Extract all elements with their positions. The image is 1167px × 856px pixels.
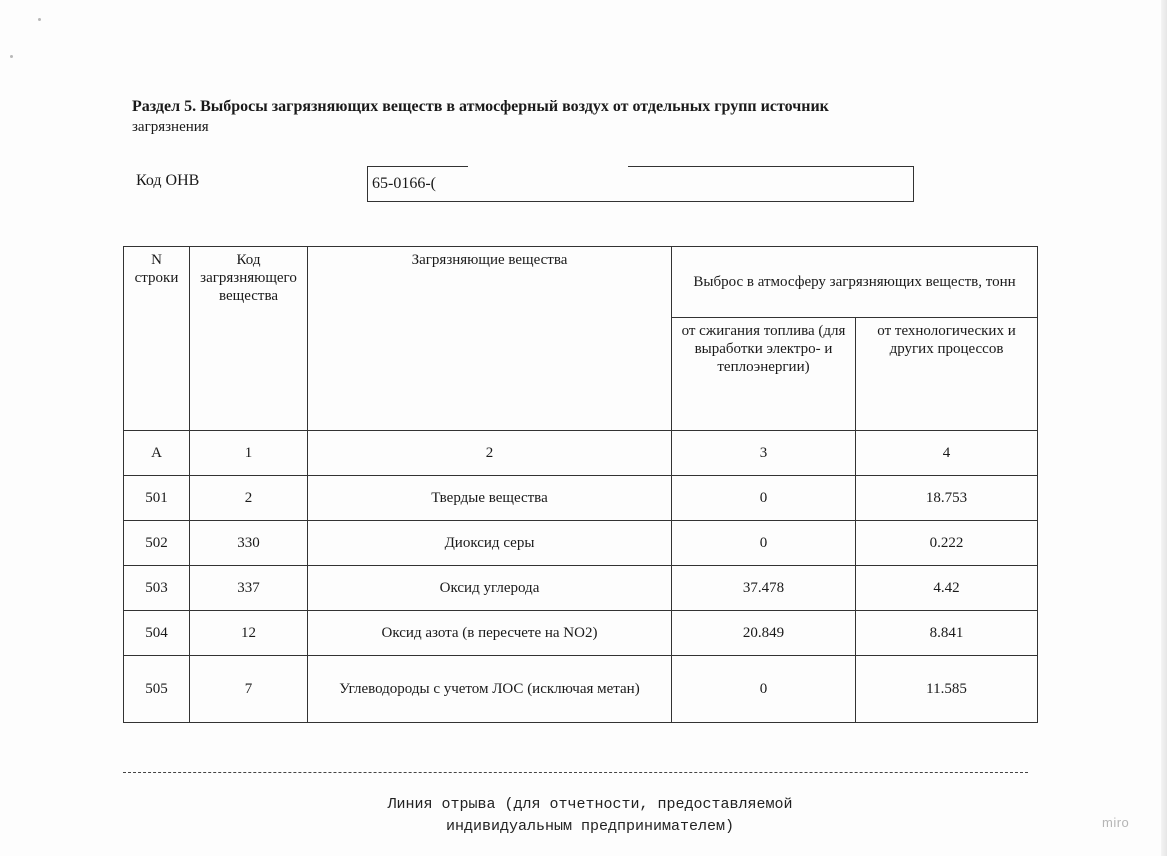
row-number: 502: [124, 521, 190, 566]
tech-emission: 4.42: [856, 566, 1038, 611]
table-row: [124, 521, 1038, 566]
column-number-row: [124, 431, 1038, 476]
scan-speck: [10, 55, 13, 58]
miro-watermark: miro: [1102, 815, 1130, 830]
substance-name: Углеводороды с учетом ЛОС (исключая метан): [308, 656, 672, 723]
row-number: 503: [124, 566, 190, 611]
tear-line-caption: [260, 794, 920, 838]
table-row: [124, 611, 1038, 656]
emissions-table: [123, 246, 1038, 723]
page-edge: [1161, 0, 1167, 856]
redaction-patch: [468, 163, 628, 199]
tech-emission: 18.753: [856, 476, 1038, 521]
tech-emission: 11.585: [856, 656, 1038, 723]
substance-code: 330: [190, 521, 308, 566]
column-number: 2: [308, 431, 672, 476]
substance-name: Оксид азота (в пересчете на NO2): [308, 611, 672, 656]
substance-name: Оксид углерода: [308, 566, 672, 611]
table-row: [124, 656, 1038, 723]
tech-emission: 8.841: [856, 611, 1038, 656]
column-number: 1: [190, 431, 308, 476]
header-substances: Загрязняющие вещества: [308, 247, 672, 431]
header-emission: Выброс в атмосферу загрязняющих веществ, тонн: [672, 247, 1038, 318]
column-number: 4: [856, 431, 1038, 476]
header-substance-code: Код загрязняющего вещества: [190, 247, 308, 431]
fuel-emission: 0: [672, 521, 856, 566]
substance-code: 337: [190, 566, 308, 611]
section-title-continuation: загрязнения: [132, 119, 209, 135]
row-number: 505: [124, 656, 190, 723]
tear-line: [123, 772, 1028, 773]
table-row: [124, 566, 1038, 611]
onv-label: Код ОНВ: [136, 172, 200, 189]
substance-name: Твердые вещества: [308, 476, 672, 521]
fuel-emission: 0: [672, 656, 856, 723]
column-number: А: [124, 431, 190, 476]
tear-caption-line-1: Линия отрыва (для отчетности, предоставляемой: [387, 796, 793, 813]
row-number: 501: [124, 476, 190, 521]
substance-code: 2: [190, 476, 308, 521]
fuel-emission: 20.849: [672, 611, 856, 656]
onv-code-value: 65-0166-(: [372, 175, 436, 192]
fuel-emission: 0: [672, 476, 856, 521]
column-number: 3: [672, 431, 856, 476]
section-title-bold: Раздел 5. Выбросы загрязняющих веществ в атмосферный воздух от отдельных групп источник: [132, 98, 829, 115]
section-title: [132, 97, 829, 137]
tear-caption-line-2: индивидуальным предпринимателем): [445, 818, 735, 835]
table-row: [124, 476, 1038, 521]
scan-speck: [38, 18, 41, 21]
substance-name: Диоксид серы: [308, 521, 672, 566]
table-header-row: [124, 247, 1038, 318]
substance-code: 12: [190, 611, 308, 656]
header-row-number: N строки: [124, 247, 190, 431]
header-fuel-combustion: от сжигания топлива (для выработки электро- и теплоэнергии): [672, 318, 856, 431]
substance-code: 7: [190, 656, 308, 723]
header-technological: от технологических и других процессов: [856, 318, 1038, 431]
row-number: 504: [124, 611, 190, 656]
tech-emission: 0.222: [856, 521, 1038, 566]
onv-code-field[interactable]: [367, 166, 914, 202]
fuel-emission: 37.478: [672, 566, 856, 611]
